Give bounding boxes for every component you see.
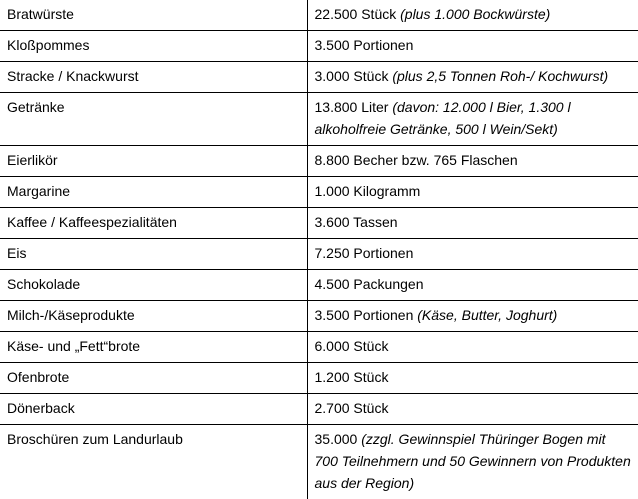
amount-cell bbox=[307, 363, 638, 394]
table-row bbox=[0, 394, 638, 425]
amount-value: 22.500 Stück bbox=[315, 6, 397, 22]
amount-cell bbox=[307, 270, 638, 301]
table-row bbox=[0, 62, 638, 93]
amount-value: 6.000 Stück bbox=[315, 338, 389, 354]
amount-cell bbox=[307, 332, 638, 363]
table-row bbox=[0, 425, 638, 499]
item-cell: Getränke bbox=[0, 93, 307, 146]
amount-cell bbox=[307, 146, 638, 177]
item-cell: Eierlikör bbox=[0, 146, 307, 177]
amount-cell bbox=[307, 425, 638, 499]
item-cell: Schokolade bbox=[0, 270, 307, 301]
amount-value: 3.500 Portionen bbox=[315, 37, 414, 53]
amount-cell bbox=[307, 177, 638, 208]
table-row bbox=[0, 31, 638, 62]
item-cell: Eis bbox=[0, 239, 307, 270]
item-cell: Bratwürste bbox=[0, 0, 307, 31]
amount-note: (zzgl. Gewinnspiel Thüringer Bogen mit 700 Teilnehmern und 50 Gewinnern von Produkten aus der Region) bbox=[315, 431, 631, 491]
amount-cell bbox=[307, 62, 638, 93]
item-cell: Käse- und „Fett“brote bbox=[0, 332, 307, 363]
amount-value: 3.500 Portionen bbox=[315, 307, 414, 323]
amount-note: (plus 1.000 Bockwürste) bbox=[400, 6, 550, 22]
item-cell: Milch-/Käseprodukte bbox=[0, 301, 307, 332]
item-cell: Ofenbrote bbox=[0, 363, 307, 394]
table-row bbox=[0, 301, 638, 332]
amount-cell bbox=[307, 394, 638, 425]
table-row bbox=[0, 270, 638, 301]
item-cell: Kloßpommes bbox=[0, 31, 307, 62]
item-cell: Stracke / Knackwurst bbox=[0, 62, 307, 93]
amount-cell bbox=[307, 31, 638, 62]
amount-value: 13.800 Liter bbox=[315, 99, 389, 115]
table-row bbox=[0, 177, 638, 208]
amount-value: 7.250 Portionen bbox=[315, 245, 414, 261]
amount-cell bbox=[307, 301, 638, 332]
amount-value: 35.000 bbox=[315, 431, 358, 447]
table-row bbox=[0, 363, 638, 394]
amount-value: 4.500 Packungen bbox=[315, 276, 424, 292]
table-row bbox=[0, 208, 638, 239]
amount-value: 8.800 Becher bzw. 765 Flaschen bbox=[315, 152, 518, 168]
item-cell: Dönerback bbox=[0, 394, 307, 425]
amount-note: (davon: 12.000 l Bier, 1.300 l alkoholfreie Getränke, 500 l Wein/Sekt) bbox=[315, 99, 571, 137]
amount-value: 1.200 Stück bbox=[315, 369, 389, 385]
amount-value: 2.700 Stück bbox=[315, 400, 389, 416]
amount-note: (plus 2,5 Tonnen Roh-/ Kochwurst) bbox=[392, 68, 608, 84]
table-row bbox=[0, 146, 638, 177]
amount-cell bbox=[307, 0, 638, 31]
item-cell: Kaffee / Kaffeespezialitäten bbox=[0, 208, 307, 239]
table-row bbox=[0, 0, 638, 31]
amount-cell bbox=[307, 93, 638, 146]
amount-cell bbox=[307, 239, 638, 270]
amount-cell bbox=[307, 208, 638, 239]
amount-value: 3.000 Stück bbox=[315, 68, 389, 84]
item-cell: Broschüren zum Landurlaub bbox=[0, 425, 307, 499]
amount-value: 3.600 Tassen bbox=[315, 214, 398, 230]
item-cell: Margarine bbox=[0, 177, 307, 208]
amount-note: (Käse, Butter, Joghurt) bbox=[417, 307, 557, 323]
table-row bbox=[0, 239, 638, 270]
amount-value: 1.000 Kilogramm bbox=[315, 183, 421, 199]
table-row bbox=[0, 93, 638, 146]
table-row bbox=[0, 332, 638, 363]
